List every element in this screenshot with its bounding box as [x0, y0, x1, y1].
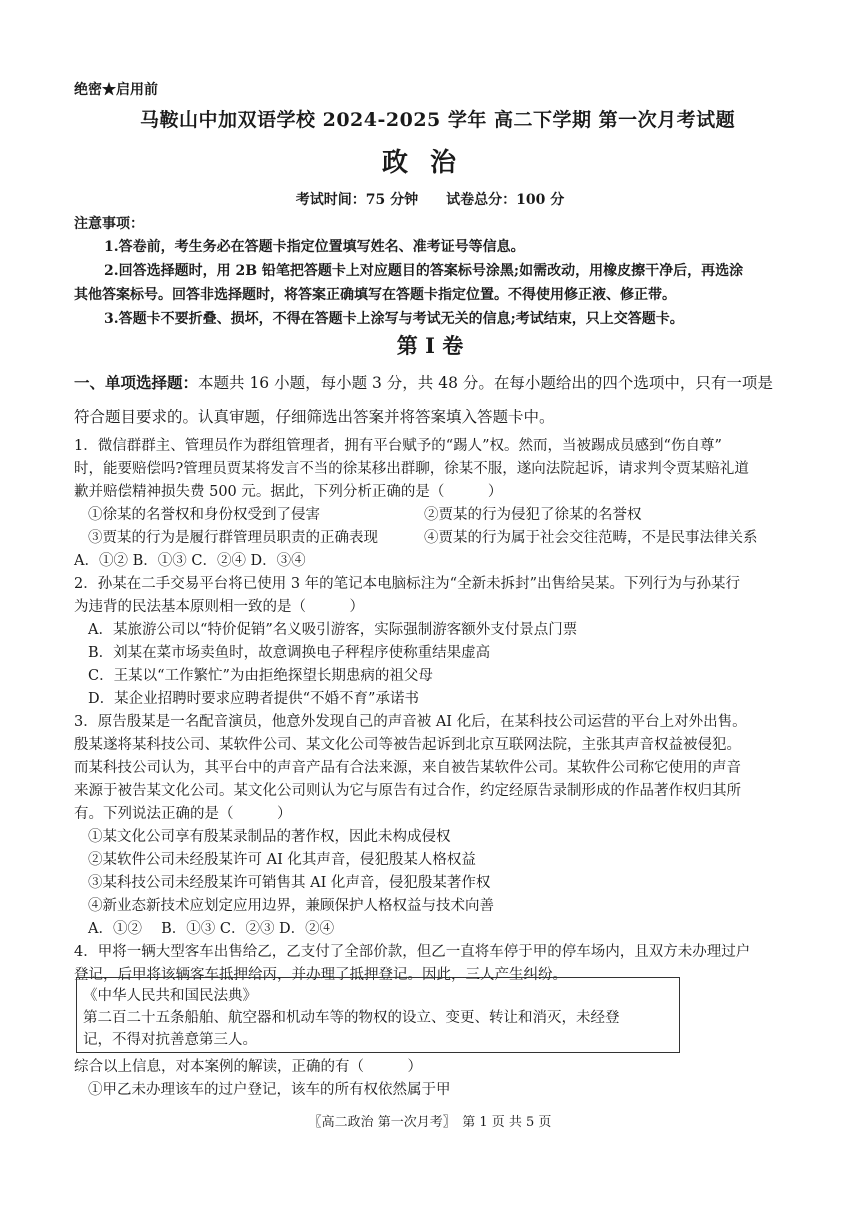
- question-3-option: ①某文化公司享有殷某录制品的著作权，因此未构成侵权: [88, 829, 451, 845]
- question-3-stem: 而某科技公司认为，其平台中的声音产品有合法来源，来自被告某软件公司。某软件公司称它使用的声音: [74, 760, 741, 776]
- volume-heading: 第 Ⅰ 卷: [396, 333, 464, 358]
- section-rule: 本题共 16 小题，每小题 3 分，共 48 分。在每小题给出的四个选项中，只有一项是: [198, 374, 773, 392]
- question-3-stem: 有。下列说法正确的是（ ）: [74, 806, 292, 822]
- question-3-option: ④新业态新技术应划定应用边界，兼顾保护人格权益与技术向善: [88, 898, 494, 914]
- section-instructions: [74, 373, 773, 393]
- question-1-option: ③贾某的行为是履行群管理员职责的正确表现: [88, 530, 378, 546]
- question-1-option: ②贾某的行为侵犯了徐某的名誉权: [424, 507, 642, 523]
- law-text: 记，不得对抗善意第三人。: [83, 1032, 257, 1048]
- question-3-stem: 来源于被告某文化公司。某文化公司则认为它与原告有过合作，约定经原告录制形成的作品著作权归其所: [74, 783, 741, 799]
- question-2-option: D．某企业招聘时要求应聘者提供“不婚不育”承诺书: [88, 691, 419, 707]
- question-3-option: ②某软件公司未经殷某许可 AI 化其声音，侵犯殷某人格权益: [88, 852, 476, 868]
- notice-item: 其他答案标号。回答非选择题时，将答案正确填写在答题卡指定位置。不得使用修正液、修正带。: [74, 287, 676, 303]
- question-1-answers: A．①② B．①③ C．②④ D．③④: [74, 553, 306, 569]
- question-1-stem: 1．微信群群主、管理员作为群组管理者，拥有平台赋予的“踢人”权。然而，当被踢成员感到“伤自尊”: [74, 438, 722, 454]
- page-footer: 〖高二政治 第一次月考〗 第 1 页 共 5 页: [308, 1115, 552, 1130]
- question-3-stem: 殷某遂将某科技公司、某软件公司、某文化公司等被告起诉到北京互联网法院，主张其声音权益被侵犯。: [74, 737, 741, 753]
- confidential-label: 绝密★启用前: [74, 82, 158, 98]
- question-4-stem: 4．甲将一辆大型客车出售给乙，乙支付了全部价款，但乙一直将车停于甲的停车场内，且双方未办理过户: [74, 944, 751, 960]
- question-4-prompt: 综合以上信息，对本案例的解读，正确的有（ ）: [74, 1059, 422, 1075]
- notice-item: 2.回答选择题时，用 2B 铅笔把答题卡上对应题目的答案标号涂黑;如需改动，用橡皮擦干净后，再选涂: [104, 263, 744, 279]
- question-1-option: ①徐某的名誉权和身份权受到了侵害: [88, 507, 320, 523]
- question-1-stem: 歉并赔偿精神损失费 500 元。据此，下列分析正确的是（ ）: [74, 484, 503, 500]
- question-2-stem: 为违背的民法基本原则相一致的是（ ）: [74, 599, 364, 615]
- question-2-option: A．某旅游公司以“特价促销”名义吸引游客，实际强制游客额外支付景点门票: [88, 622, 578, 638]
- law-title: 《中华人民共和国民法典》: [83, 988, 257, 1004]
- section-title: 一、单项选择题：: [74, 373, 199, 392]
- subject-title: 政治: [381, 148, 478, 178]
- question-4-stem: 登记，后甲将该辆客车抵押给丙，并办理了抵押登记。因此，三人产生纠纷。: [74, 967, 567, 983]
- question-3-option: ③某科技公司未经殷某许可销售其 AI 化声音，侵犯殷某著作权: [88, 875, 491, 891]
- exam-info: 考试时间：75 分钟 试卷总分：100 分: [295, 192, 565, 208]
- question-2-option: C．王某以“工作繁忙”为由拒绝探望长期患病的祖父母: [88, 668, 433, 684]
- question-2-stem: 2．孙某在二手交易平台将已使用 3 年的笔记本电脑标注为“全新未拆封”出售给吴某。下列行为与孙某行: [74, 576, 740, 592]
- question-3-answers: A．①② B．①③ C．②③ D．②④: [88, 921, 335, 937]
- question-2-option: B．刘某在菜市场卖鱼时，故意调换电子秤程序使称重结果虚高: [88, 645, 491, 661]
- exam-title: 马鞍山中加双语学校 2024-2025 学年 高二下学期 第一次月考试题: [140, 109, 736, 131]
- notice-item: 3.答题卡不要折叠、损坏，不得在答题卡上涂写与考试无关的信息;考试结束，只上交答题卡。: [104, 311, 684, 327]
- question-3-stem: 3．原告殷某是一名配音演员，他意外发现自己的声音被 AI 化后，在某科技公司运营的平台上对外出售。: [74, 714, 747, 730]
- question-1-option: ④贾某的行为属于社会交往范畴，不是民事法律关系: [424, 530, 758, 546]
- law-text: 第二百二十五条船舶、航空器和机动车等的物权的设立、变更、转让和消灭，未经登: [83, 1010, 620, 1026]
- section-rule-continued: 符合题目要求的。认真审题，仔细筛选出答案并将答案填入答题卡中。: [74, 408, 555, 426]
- law-excerpt-box: [76, 977, 680, 1053]
- question-4-option: ①甲乙未办理该车的过户登记，该车的所有权依然属于甲: [88, 1082, 451, 1098]
- notice-heading: 注意事项：: [74, 216, 144, 232]
- notice-item: 1.答卷前，考生务必在答题卡指定位置填写姓名、准考证号等信息。: [104, 239, 525, 255]
- question-1-stem: 时，能要赔偿吗?管理员贾某将发言不当的徐某移出群聊，徐某不服，遂向法院起诉，请求判令贾某赔礼道: [74, 461, 749, 477]
